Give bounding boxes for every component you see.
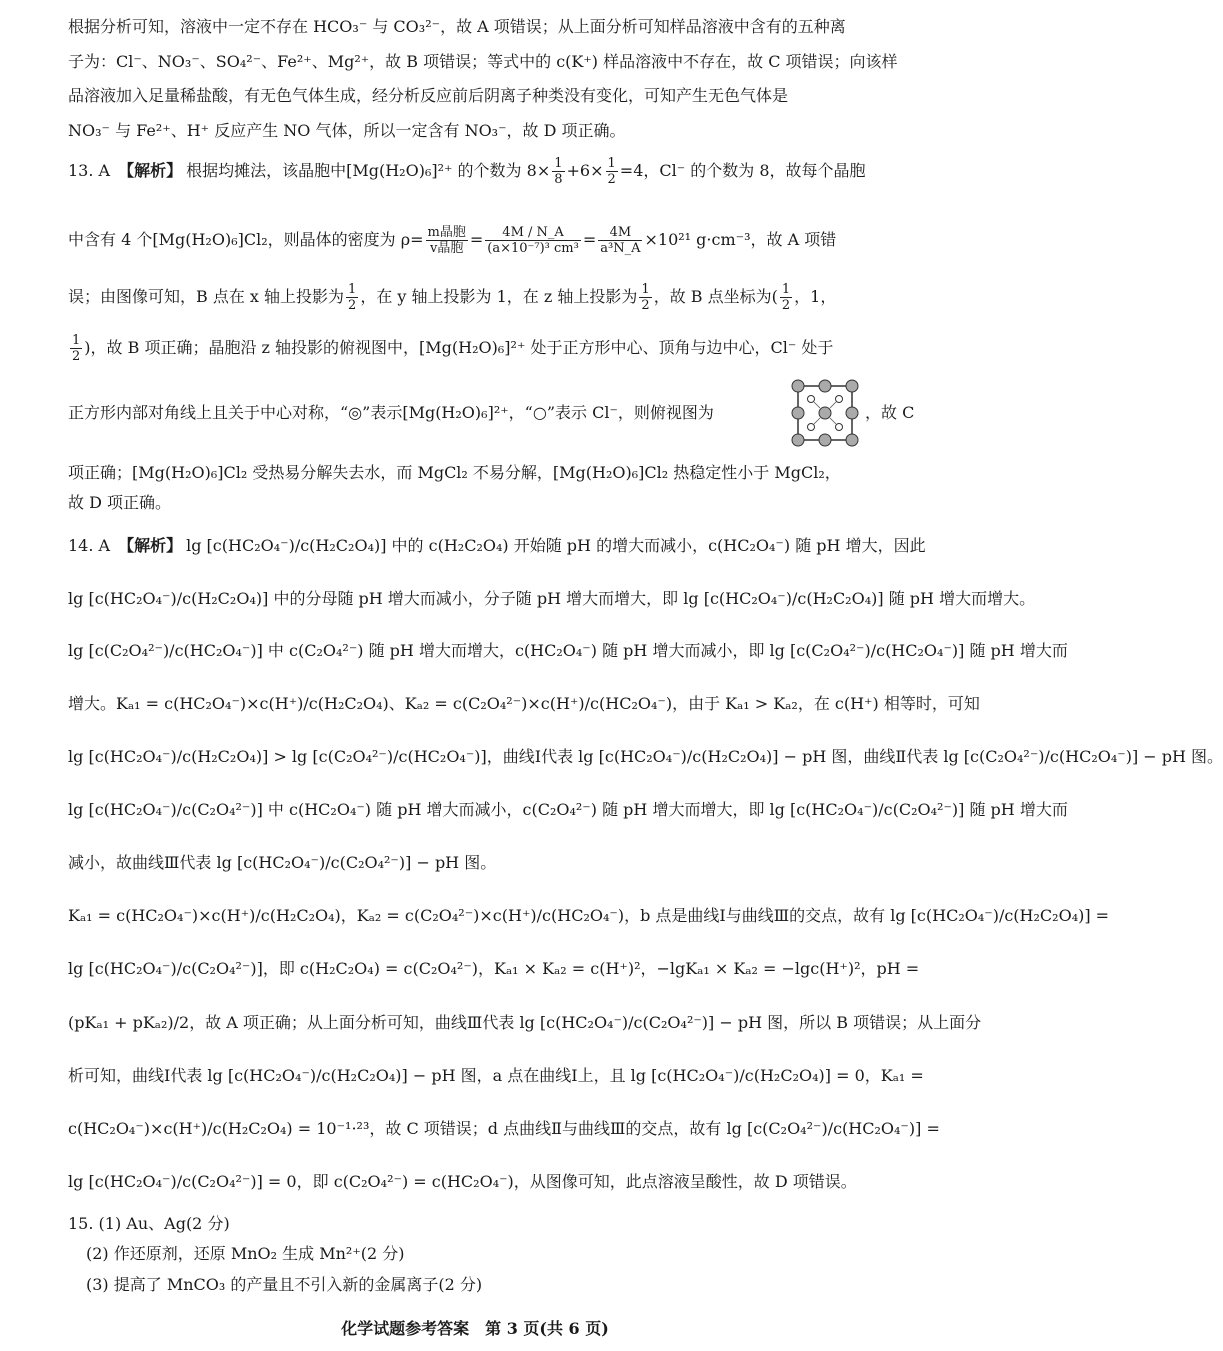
q14-analysis-tag: 【解析】	[118, 536, 183, 555]
page-footer: 化学试题参考答案 第 3 页(共 6 页)	[341, 1319, 609, 1338]
q14-line-6: lg [c(HC₂O₄⁻)/c(C₂O₄²⁻)] 中 c(HC₂O₄⁻) 随 pH 增大而减小，c(C₂O₄²⁻) 随 pH 增大而增大，即 lg [c(HC₂O₄⁻)/c(C₂O₄²⁻)] 随 pH 增大而	[68, 800, 1068, 819]
q14-number: 14. A	[68, 536, 111, 555]
q13-analysis-tag: 【解析】	[118, 161, 183, 180]
q13-line-2: 中含有 4 个[Mg(H₂O)₆]Cl₂，则晶体的密度为 ρ= $\frac{\text{m晶胞}}{\text{v晶胞}}$ = $\frac{4M / N\_A}{\text{(a×10⁻⁷)³ cm³}}$ = $\frac{4M}{\text{a³N\_A}}$ ×10²¹ g·cm⁻³，故 A 项错	[68, 225, 837, 256]
q13-line-3	[68, 282, 910, 316]
q14-line-9: lg [c(HC₂O₄⁻)/c(C₂O₄²⁻)]，即 c(H₂C₂O₄) = c(C₂O₄²⁻)，Kₐ₁ × Kₐ₂ = c(H⁺)²，−lgKₐ₁ × Kₐ₂ = −lgc(H⁺)²，pH =	[68, 959, 920, 978]
q14-line-7: 减小，故曲线Ⅲ代表 lg [c(HC₂O₄⁻)/c(C₂O₄²⁻)] − pH 图。	[68, 853, 497, 872]
q15-line-3: (3) 提高了 MnCO₃ 的产量且不引入新的金属离子(2 分)	[86, 1275, 483, 1294]
fraction: $\frac{1}{2}$	[641, 282, 650, 313]
q14-line-4: 增大。Kₐ₁ = c(HC₂O₄⁻)×c(H⁺)/c(H₂C₂O₄)、Kₐ₂ = c(C₂O₄²⁻)×c(H⁺)/c(HC₂O₄⁻)，由于 Kₐ₁ > Kₐ₂，在 c(H⁺) 相等时，可知	[68, 694, 980, 713]
fraction: $\frac{1}{2}$	[607, 156, 616, 187]
q13-line-5-end: ，故 C	[865, 403, 915, 422]
q13-text: +6×	[566, 161, 604, 180]
q13-text: 中含有 4 个[Mg(H₂O)₆]Cl₂，则晶体的密度为 ρ=	[68, 230, 424, 249]
q12-line-3: 品溶液加入足量稀盐酸，有无色气体生成，经分析反应前后阴离子种类没有变化，可知产生无色气体是	[68, 86, 789, 105]
q13-text: ，故 B 点坐标为(	[653, 287, 778, 306]
q15-line-1: 15. (1) Au、Ag(2 分)	[68, 1214, 230, 1233]
q14-line-10: (pKₐ₁ + pKₐ₂)/2，故 A 项正确；从上面分析可知，曲线Ⅲ代表 lg [c(HC₂O₄⁻)/c(C₂O₄²⁻)] − pH 图，所以 B 项错误；从上面分	[68, 1013, 982, 1032]
fraction: $\frac{1}{2}$	[72, 333, 81, 364]
fraction: $\frac{4M / N\_A}{\text{(a×10⁻⁷)³ cm³}}$	[487, 225, 579, 256]
q13-line-6: 项正确；[Mg(H₂O)₆]Cl₂ 受热易分解失去水，而 MgCl₂ 不易分解，[Mg(H₂O)₆]Cl₂ 热稳定性小于 MgCl₂，	[68, 463, 841, 482]
q13-line-4	[68, 333, 910, 367]
q14-line-8: Kₐ₁ = c(HC₂O₄⁻)×c(H⁺)/c(H₂C₂O₄)，Kₐ₂ = c(C₂O₄²⁻)×c(H⁺)/c(HC₂O₄⁻)，b 点是曲线Ⅰ与曲线Ⅲ的交点，故有 lg [c(HC₂O₄⁻)/c(H₂C₂O₄)] =	[68, 906, 1110, 925]
q14-line-11: 析可知，曲线Ⅰ代表 lg [c(HC₂O₄⁻)/c(H₂C₂O₄)] − pH 图，a 点在曲线Ⅰ上，且 lg [c(HC₂O₄⁻)/c(H₂C₂O₄)] = 0，Kₐ₁ =	[68, 1066, 924, 1085]
q13-text: 根据均摊法，该晶胞中[Mg(H₂O)₆]²⁺ 的个数为 8×	[186, 161, 551, 180]
q14-line-2: lg [c(HC₂O₄⁻)/c(H₂C₂O₄)] 中的分母随 pH 增大而减小，分子随 pH 增大而增大，即 lg [c(HC₂O₄⁻)/c(H₂C₂O₄)] 随 pH 增大而增大。	[68, 589, 1036, 608]
q13-line-7: 故 D 项正确。	[68, 493, 172, 512]
q14-text: lg [c(HC₂O₄⁻)/c(H₂C₂O₄)] 中的 c(H₂C₂O₄) 开始随 pH 的增大而减小，c(HC₂O₄⁻) 随 pH 增大，因此	[186, 536, 926, 555]
q13-text: )，故 B 项正确；晶胞沿 z 轴投影的俯视图中，[Mg(H₂O)₆]²⁺ 处于正方形中心、顶角与边中心，Cl⁻ 处于	[84, 338, 834, 357]
fraction: $\frac{1}{8}$	[554, 156, 563, 187]
crystal-top-view-icon	[790, 378, 860, 448]
q13-text: ×10²¹ g·cm⁻³，故 A 项错	[644, 230, 837, 249]
q13-text: =4，Cl⁻ 的个数为 8，故每个晶胞	[619, 161, 866, 180]
fraction: $\frac{1}{2}$	[348, 282, 357, 313]
q14-line-3: lg [c(C₂O₄²⁻)/c(HC₂O₄⁻)] 中 c(C₂O₄²⁻) 随 pH 增大而增大，c(HC₂O₄⁻) 随 pH 增大而减小，即 lg [c(C₂O₄²⁻)/c(HC₂O₄⁻)] 随 pH 增大而	[68, 641, 1068, 660]
q14-line-5: lg [c(HC₂O₄⁻)/c(H₂C₂O₄)] > lg [c(C₂O₄²⁻)/c(HC₂O₄⁻)]，曲线Ⅰ代表 lg [c(HC₂O₄⁻)/c(H₂C₂O₄)] − pH 图，曲线Ⅱ代表 lg [c(C₂O₄²⁻)/c(HC₂O₄⁻)] − pH 图。	[68, 747, 1223, 766]
fraction: $\frac{4M}{\text{a³N\_A}}$	[600, 225, 641, 256]
q13-line-1	[68, 156, 910, 187]
q12-line-2: 子为：Cl⁻、NO₃⁻、SO₄²⁻、Fe²⁺、Mg²⁺，故 B 项错误；等式中的 c(K⁺) 样品溶液中不存在，故 C 项错误；向该样	[68, 52, 898, 71]
q14-line-13: lg [c(HC₂O₄⁻)/c(C₂O₄²⁻)] = 0，即 c(C₂O₄²⁻) = c(HC₂O₄⁻)，从图像可知，此点溶液呈酸性，故 D 项错误。	[68, 1172, 857, 1191]
fraction: $\frac{\text{m晶胞}}{\text{v晶胞}}$	[427, 225, 466, 256]
q14-line-1	[68, 535, 926, 557]
q15-line-2: (2) 作还原剂，还原 MnO₂ 生成 Mn²⁺(2 分)	[86, 1244, 405, 1263]
q13-number: 13. A	[68, 161, 111, 180]
q14-line-12: c(HC₂O₄⁻)×c(H⁺)/c(H₂C₂O₄) = 10⁻¹·²³，故 C 项错误；d 点曲线Ⅱ与曲线Ⅲ的交点，故有 lg [c(C₂O₄²⁻)/c(HC₂O₄⁻)] =	[68, 1119, 940, 1138]
q13-line-5: 正方形内部对角线上且关于中心对称，“◎”表示[Mg(H₂O)₆]²⁺，“○”表示 Cl⁻，则俯视图为	[68, 403, 714, 422]
q13-text: ，在 y 轴上投影为 1，在 z 轴上投影为	[360, 287, 638, 306]
q12-line-4: NO₃⁻ 与 Fe²⁺、H⁺ 反应产生 NO 气体，所以一定含有 NO₃⁻，故 D 项正确。	[68, 121, 626, 140]
q12-line-1: 根据分析可知，溶液中一定不存在 HCO₃⁻ 与 CO₃²⁻，故 A 项错误；从上面分析可知样品溶液中含有的五种离	[68, 17, 846, 36]
q13-text: 误；由图像可知，B 点在 x 轴上投影为	[68, 287, 345, 306]
q13-text: ，1，	[794, 287, 837, 306]
fraction: $\frac{1}{2}$	[781, 282, 791, 313]
